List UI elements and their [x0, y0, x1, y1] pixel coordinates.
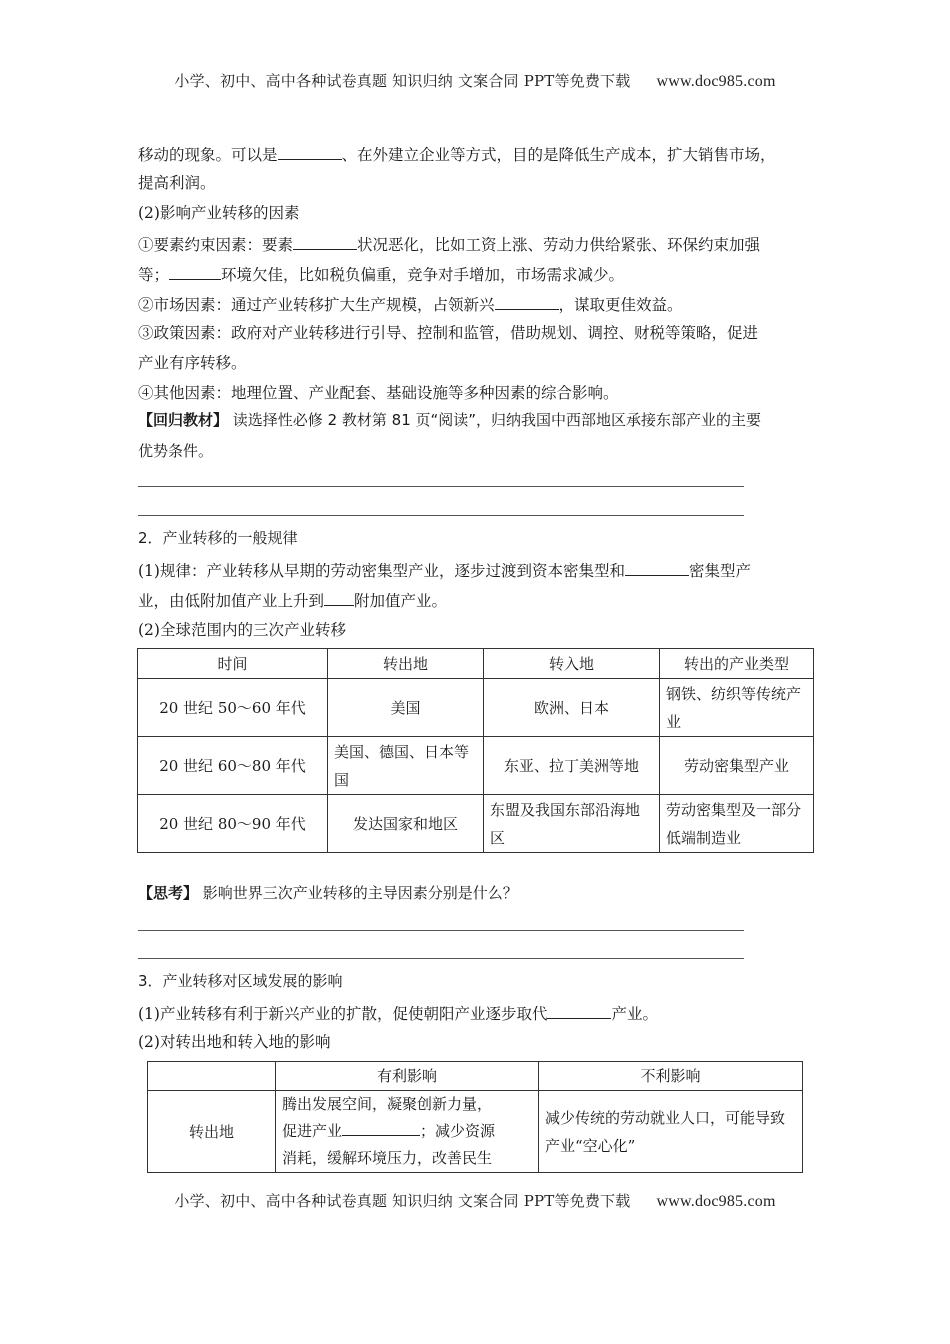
cell-destination: 东亚、拉丁美洲等地	[484, 737, 660, 795]
paragraph-line	[138, 233, 760, 255]
text: 腾出发展空间，凝聚创新力量，	[282, 1095, 493, 1113]
section-title: 3．产业转移对区域发展的影响	[138, 972, 343, 990]
cell-destination: 东盟及我国东部沿海地区	[484, 795, 660, 853]
text: ②市场因素：通过产业转移扩大生产规模，占领新兴	[138, 296, 495, 314]
answer-line[interactable]	[138, 930, 744, 931]
subheading: (2)全球范围内的三次产业转移	[138, 621, 346, 639]
cell-time: 20 世纪 50～60 年代	[138, 679, 328, 737]
text: 密集型产	[688, 562, 751, 580]
answer-line[interactable]	[138, 486, 744, 487]
text: 状况恶化，比如工资上涨、劳动力供给紧张、环保约束加强	[357, 236, 761, 254]
text: (1)产业转移有利于新兴产业的扩散，促使朝阳产业逐步取代	[138, 1005, 548, 1023]
text: ，谋取更佳效益。	[558, 296, 683, 314]
section-title: 2．产业转移的一般规律	[138, 529, 298, 547]
cell-pros	[276, 1091, 539, 1173]
cell-industry-type: 劳动密集型产业	[660, 737, 814, 795]
table-row	[138, 679, 814, 737]
column-header: 时间	[138, 649, 328, 679]
fill-blank[interactable]	[169, 263, 221, 280]
text: 消耗，缓解环境压力，改善民生	[282, 1149, 493, 1167]
textbook-prompt-cont: 优势条件。	[138, 442, 214, 460]
think-prompt	[138, 883, 518, 903]
text: (1)规律：产业转移从早期的劳动密集型产业，逐步过渡到资本密集型和	[138, 562, 625, 580]
textbook-prompt	[138, 410, 761, 430]
text: 影响世界三次产业转移的主导因素分别是什么？	[202, 884, 518, 902]
paragraph-line	[138, 263, 624, 285]
cell-region-label: 转出地	[148, 1091, 276, 1173]
page-footer	[0, 1190, 950, 1211]
think-tag: 【思考】	[138, 884, 199, 902]
fill-blank[interactable]	[495, 293, 559, 310]
fill-blank[interactable]	[324, 589, 354, 606]
fill-blank[interactable]	[293, 233, 357, 250]
text: ①要素约束因素：要素	[138, 236, 294, 254]
paragraph-line	[138, 559, 751, 581]
text: 、在外建立企业等方式，目的是降低生产成本，扩大销售市场，	[341, 146, 776, 164]
fill-blank[interactable]	[625, 559, 689, 576]
table-row	[138, 795, 814, 853]
footer-text: 小学、初中、高中各种试卷真题 知识归纳 文案合同 PPT等免费下载	[174, 1192, 631, 1210]
text: ；减少资源	[420, 1122, 496, 1140]
cell-time: 20 世纪 80～90 年代	[138, 795, 328, 853]
impact-table	[147, 1061, 803, 1173]
text: 环境欠佳，比如税负偏重，竞争对手增加，市场需求减少。	[221, 266, 625, 284]
subheading: (2)影响产业转移的因素	[138, 204, 300, 222]
paragraph-line: ③政策因素：政府对产业转移进行引导、控制和监管，借助规划、调控、财税等策略，促进	[138, 324, 759, 342]
answer-line[interactable]	[138, 958, 744, 959]
column-header: 有利影响	[276, 1062, 539, 1091]
text: 业，由低附加值产业上升到	[138, 592, 325, 610]
textbook-tag: 【回归教材】	[138, 411, 229, 429]
page-header	[0, 70, 950, 91]
fill-blank[interactable]	[278, 143, 342, 160]
text: 移动的现象。可以是	[138, 146, 278, 164]
paragraph-line	[138, 1002, 658, 1024]
header-url[interactable]: www.doc985.com	[656, 73, 776, 90]
paragraph-line	[138, 143, 776, 165]
column-header: 不利影响	[539, 1062, 803, 1091]
fill-blank[interactable]	[342, 1119, 420, 1136]
fill-blank[interactable]	[547, 1002, 611, 1019]
text: 等；	[138, 266, 170, 284]
header-text: 小学、初中、高中各种试卷真题 知识归纳 文案合同 PPT等免费下载	[174, 72, 631, 90]
column-header	[148, 1062, 276, 1091]
industry-transfer-table	[137, 648, 814, 853]
column-header: 转入地	[484, 649, 660, 679]
subheading: (2)对转出地和转入地的影响	[138, 1033, 331, 1051]
paragraph-line: ④其他因素：地理位置、产业配套、基础设施等多种因素的综合影响。	[138, 384, 619, 402]
cell-origin: 发达国家和地区	[328, 795, 484, 853]
cell-destination: 欧洲、日本	[484, 679, 660, 737]
paragraph-line: 提高利润。	[138, 174, 216, 192]
cell-cons: 减少传统的劳动就业人口，可能导致产业“空心化”	[539, 1091, 803, 1173]
cell-industry-type: 劳动密集型及一部分低端制造业	[660, 795, 814, 853]
column-header: 转出的产业类型	[660, 649, 814, 679]
paragraph-line	[138, 293, 683, 315]
column-header: 转出地	[328, 649, 484, 679]
paragraph-line: 产业有序转移。	[138, 354, 247, 372]
cell-origin: 美国	[328, 679, 484, 737]
table-header-row	[138, 649, 814, 679]
table-header-row	[148, 1062, 803, 1091]
table-row	[138, 737, 814, 795]
cell-industry-type: 钢铁、纺织等传统产业	[660, 679, 814, 737]
text: 读选择性必修 2 教材第 81 页“阅读”，归纳我国中西部地区承接东部产业的主要	[232, 411, 762, 429]
cell-origin: 美国、德国、日本等国	[328, 737, 484, 795]
table-row	[148, 1091, 803, 1173]
text: 产业。	[611, 1005, 658, 1023]
cell-time: 20 世纪 60～80 年代	[138, 737, 328, 795]
footer-url[interactable]: www.doc985.com	[656, 1193, 776, 1210]
answer-line[interactable]	[138, 515, 744, 516]
text: 促进产业	[282, 1122, 343, 1140]
text: 附加值产业。	[354, 592, 448, 610]
paragraph-line	[138, 589, 447, 611]
